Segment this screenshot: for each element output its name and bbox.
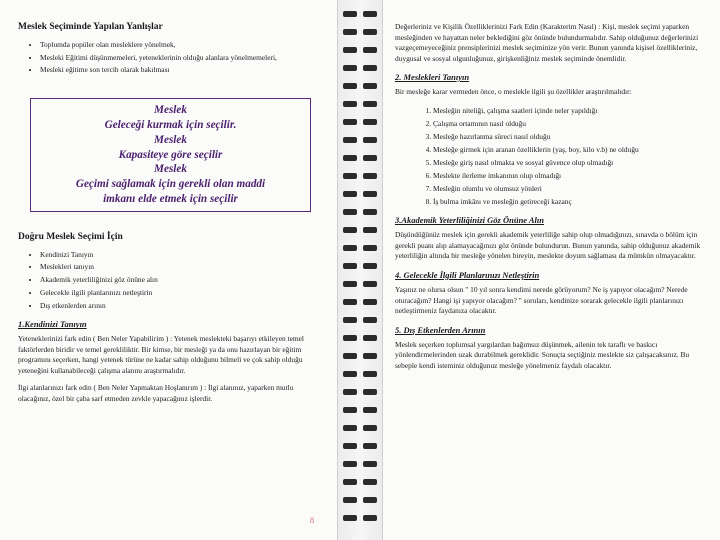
quote-line: Meslek xyxy=(154,104,187,117)
list-item: • Dış etkenlerden arının xyxy=(40,301,323,312)
quote-line: Meslek xyxy=(154,133,187,146)
section5-text: Meslek seçerken toplumsal yargılardan bağımsız düşünmek, ailenin tek taraflı ve baskıcı yönlendirmelerinden uzak durabilmek gereklidir. Sonuçta seçtiğiniz meslekte siz çalışacaksınız. Bu sebeple kendi isteminiz olduğunuz mesleğe yönelmeniz faydalı olacaktır. xyxy=(395,339,690,370)
correct-choice-heading: Doğru Meslek Seçimi İçin xyxy=(18,231,123,242)
correct-steps-list xyxy=(18,250,323,312)
paragraph-abilities: Yeteneklerinizi fark edin ( Ben Neler Yapabilirim ) : Yetenek meslekteki başarıyı etkileyen temel faktörlerden biridir ve temel gerekliliktir. Bir kimse, bir mesleği ya da onu hazırlayan bir eğitim programını seçerken, hangi yetenek türüne ne kadar sahip olduğunu bilmeli ve çok sahip olduğu yeteneğini kullanabileceği çalışma alanını araştırmalıdır. xyxy=(18,334,304,375)
section4-text: Yaşınız ne olursa olsun " 10 yıl sonra kendimi nerede görüyorum? Ne iş yapıyor olacağım? Nerede oturacağım? Hangi işi yapıyor olacağım? " soruları, kendinize sorarak gelecekle ilgili planlarınızı netleştirmeniz faydanıza olacaktır. xyxy=(395,285,688,316)
list-item: • Mesleki eğitime son tercih olarak bakılması xyxy=(40,65,323,76)
section4-heading: 4. Gelecekle İlgili Planlarınızı Netleştirin xyxy=(395,270,540,280)
list-item: 3. Mesleğe hazırlanma süreci nasıl olduğu xyxy=(433,131,706,142)
list-item: 2. Çalışma ortamının nasıl olduğu xyxy=(433,118,706,129)
list-item: • Toplumda popüler olan mesleklere yönelmek, xyxy=(40,40,323,51)
mistakes-heading: Meslek Seçiminde Yapılan Yanlışlar xyxy=(18,22,163,32)
quote-box xyxy=(30,98,311,211)
right-page xyxy=(382,0,720,540)
list-item: 7. Mesleğin olumlu ve olumsuz yönleri xyxy=(433,183,706,194)
list-item: 1. Mesleğin niteliği, çalışma saatleri içinde neler yapıldığı xyxy=(433,105,706,116)
list-item: 8. İş bulma imkânı ve mesleğin getireceği kazanç xyxy=(433,196,706,207)
list-item: • Akademik yeterliliğinizi göz önüne alın xyxy=(40,275,323,286)
list-item: • Kendinizi Tanıyın xyxy=(40,250,323,261)
list-item: • Meslekleri tanıyın xyxy=(40,262,323,273)
list-item: • Gelecekle ilgili planlarınızı netleştirin xyxy=(40,288,323,299)
quote-line: Geçimi sağlamak için gerekli olan maddi xyxy=(75,178,266,191)
page-number: 8 xyxy=(310,516,314,525)
quote-line: Kapasiteye göre seçilir xyxy=(118,148,223,161)
section2-heading: 2. Meslekleri Tanıyın xyxy=(395,72,470,83)
section1-heading: 1.Kendinizi Tanıyın xyxy=(18,319,87,330)
quote-line: Geleceği kurmak için seçilir. xyxy=(104,118,237,131)
list-item: • Mesleki Eğitimi düşünmemeleri, yeteneklerinin olduğu alanlara yönelmemeleri, xyxy=(40,53,323,64)
list-item: 5. Mesleğe giriş nasıl olmakta ve sosyal güvence olup olmadığı xyxy=(433,157,706,168)
section5-heading: 5. Dış Etkenlerden Arının xyxy=(395,324,486,335)
list-item: 4. Mesleğe girmek için aranan özelliklerin (yaş, boy, kilo v.b) ne olduğu xyxy=(433,144,706,155)
quote-line: Meslek xyxy=(154,163,187,176)
list-item: 6. Meslekte ilerleme imkanının olup olmadığı xyxy=(433,170,706,181)
paragraph-values: Değerleriniz ve Kişilik Özelliklerinizi Fark Edin (Karakterim Nasıl) : Kişi, meslek seçimi yaparken mesleğinden ve hayattan neler beklediğini göz önünde bulundurmalıdır. Sahip olduğunuz değerlerinizi vazgeçemeyeceğiniz prensiplerinizi meslek seçiminize yön verir. Bunun yanında kişisel özellikleriniz, duygusal ve sosyal olgunluğunuz, girişkenliğiniz meslek seçiminde önemlidir. xyxy=(395,22,699,63)
spiral-binding xyxy=(338,0,382,540)
quote-line: imkanı elde etmek için seçilir xyxy=(103,192,238,205)
section3-text: Düşündüğünüz meslek için gerekli akademik yeterliliğe sahip olup olmadığınızı, sınavda o bölüm için gerekli puanı alıp alamayacağınızı göz önünde bulundurun. Bunun yanında, sahip olduğunuz akademik yeterliliğin altında bir mesleğe yönelen bireyin, meslekte doyum sağlaması da mümkün olmayacaktır. xyxy=(395,230,701,261)
profession-criteria-list xyxy=(395,105,706,208)
section2-intro: Bir mesleğe karar vermeden önce, o meslekle ilgili şu özellikler araştırılmalıdır: xyxy=(395,87,632,97)
paragraph-interests: İlgi alanlarınızı fark edin ( Ben Neler Yapmaktan Hoşlanırım ) : İlgi alanınız, yaparken mutlu olacağınız, özel bir çaba sarf etmeden zevkle yapacağınız işlerdir. xyxy=(18,383,294,403)
left-page xyxy=(0,0,338,540)
section3-heading: 3.Akademik Yeterliliğinizi Göz Önüne Alın xyxy=(395,215,545,226)
mistakes-list xyxy=(18,40,323,76)
